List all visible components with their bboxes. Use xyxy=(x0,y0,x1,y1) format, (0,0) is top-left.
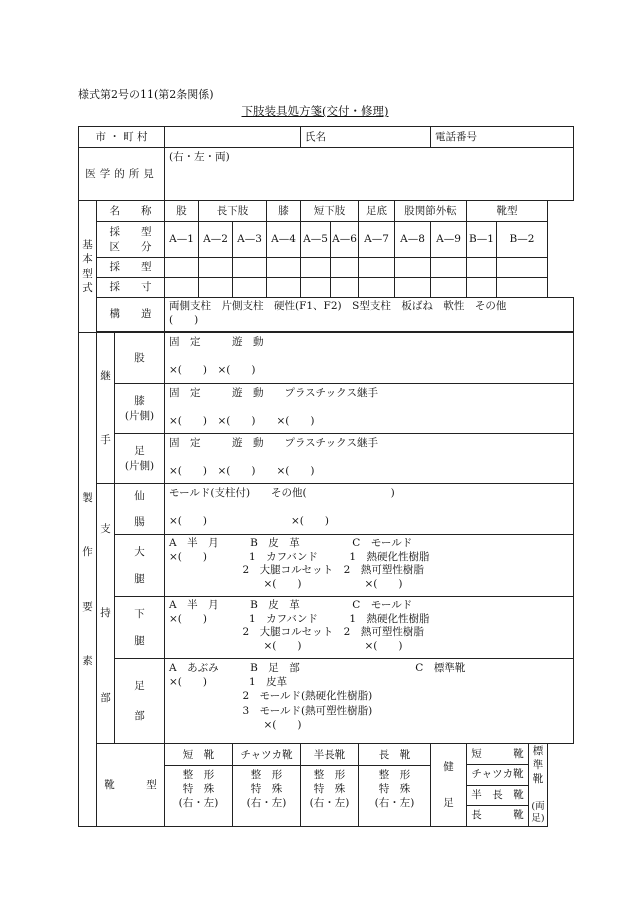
support-label xyxy=(97,484,115,744)
hip-joint-options: 固 定 遊 動 ×( ) ×( ) xyxy=(169,336,264,377)
production-char-1: 製 xyxy=(82,492,93,505)
shoe-detail-orthopedic: 整 形 xyxy=(250,769,283,782)
standard-char-3: 靴 xyxy=(532,773,544,786)
healthy-char-1: 健 xyxy=(443,760,454,773)
phone-label: 電話番号 xyxy=(431,127,574,148)
form-title xyxy=(0,103,630,119)
healthy-foot-label xyxy=(431,744,467,827)
thigh-label xyxy=(115,535,165,597)
shoe-detail-side: (右・左) xyxy=(246,797,287,810)
casting-cell[interactable] xyxy=(359,258,395,278)
production-section-label xyxy=(79,333,97,827)
lower-leg-char-1: 下 xyxy=(134,608,145,621)
lower-leg-char-2: 腿 xyxy=(134,634,145,647)
medical-field[interactable] xyxy=(165,148,574,201)
type-name-knee: 膝 xyxy=(267,201,301,222)
measure-cell[interactable] xyxy=(199,278,233,298)
sacral-char-2: 腸 xyxy=(134,516,145,528)
joint-char-1: 継 xyxy=(100,369,111,382)
shoe-detail-orthopedic: 整 形 xyxy=(313,769,346,782)
name-row-label: 名 称 xyxy=(97,201,165,222)
shoe-type-chukka-label: チャツカ靴 xyxy=(233,745,300,766)
type-name-long-leg: 長下肢 xyxy=(199,201,267,222)
foot-part-field[interactable] xyxy=(165,659,574,744)
support-char-1: 支 xyxy=(100,523,111,536)
type-name-short-leg: 短下肢 xyxy=(301,201,359,222)
type-name-hip-abduction: 股関節外転 xyxy=(395,201,467,222)
shoe-type-long-boot[interactable] xyxy=(359,744,431,827)
shoe-type-half-boot[interactable] xyxy=(301,744,359,827)
standard-char-1: 標 xyxy=(532,745,544,757)
basic-type-char-1: 基 xyxy=(82,239,93,252)
ankle-label-line-2: (片側) xyxy=(124,459,155,472)
medical-label: 医学的所見 xyxy=(79,148,165,201)
code-b2[interactable]: B—2 xyxy=(497,222,548,258)
hip-joint-label: 股 xyxy=(115,333,165,384)
form-number: 様式第2号の11(第2条関係) xyxy=(78,88,214,101)
division-row-label xyxy=(97,222,165,258)
code-a4[interactable]: A—4 xyxy=(267,222,301,258)
shoe-type-label: 靴 型 xyxy=(97,744,165,827)
name-label: 氏名 xyxy=(301,127,431,148)
shoe-detail-special: 特 殊 xyxy=(182,783,215,796)
measure-cell[interactable] xyxy=(431,278,467,298)
shoe-type-long-boot-label: 長 靴 xyxy=(359,745,430,766)
thigh-char-2: 腿 xyxy=(134,572,145,585)
code-a5[interactable]: A—5 xyxy=(301,222,331,258)
code-a3[interactable]: A—3 xyxy=(233,222,267,258)
standard-char-2: 準 xyxy=(532,759,544,772)
measure-cell[interactable] xyxy=(359,278,395,298)
measure-cell[interactable] xyxy=(395,278,431,298)
structure-field[interactable] xyxy=(165,298,574,332)
shoe-detail-special: 特 殊 xyxy=(250,783,283,796)
production-char-3: 要 xyxy=(82,600,93,613)
joint-char-2: 手 xyxy=(100,434,111,446)
support-char-3: 部 xyxy=(100,691,111,704)
shoe-type-short-label: 短 靴 xyxy=(165,745,232,766)
standard-both-feet: (両足) xyxy=(531,800,545,825)
city-label: 市 ・ 町 村 xyxy=(79,127,165,148)
shoe-detail-orthopedic: 整 形 xyxy=(182,769,215,782)
type-name-hip: 股 xyxy=(165,201,199,222)
lower-leg-field[interactable] xyxy=(165,597,574,659)
thigh-char-1: 大 xyxy=(134,546,145,559)
prescription-table xyxy=(78,126,574,827)
lower-leg-label xyxy=(115,597,165,659)
hip-joint-field[interactable] xyxy=(165,333,574,384)
sacral-field[interactable] xyxy=(165,484,574,535)
foot-part-label xyxy=(115,659,165,744)
production-char-4: 素 xyxy=(82,654,93,667)
type-name-sole: 足底 xyxy=(359,201,395,222)
knee-joint-label xyxy=(115,384,165,434)
healthy-foot-types[interactable] xyxy=(467,744,529,827)
form-title-text: 下肢装具処方箋(交付・修理) xyxy=(241,104,389,118)
shoe-detail-side: (右・左) xyxy=(178,797,219,810)
casting-row-label: 採 型 xyxy=(97,258,165,278)
type-name-shoe: 靴型 xyxy=(467,201,548,222)
foot-char-1: 足 xyxy=(134,679,145,692)
measure-cell[interactable] xyxy=(165,278,199,298)
shoe-detail-special: 特 殊 xyxy=(378,783,411,796)
measure-row-label: 採 寸 xyxy=(97,278,165,298)
ankle-joint-field[interactable] xyxy=(165,434,574,484)
healthy-type-chukka[interactable]: チャツカ靴 xyxy=(467,765,528,785)
thigh-field[interactable] xyxy=(165,535,574,597)
code-a2[interactable]: A—2 xyxy=(199,222,233,258)
ankle-label-line-1: 足 xyxy=(134,445,145,458)
thigh-options: A 半 月 B 皮 革 C モールド ×( ) 1 カフバンド 1 熱硬化性樹脂 2 大腿コルセット 2 熱可塑性樹脂 ×( ) ×( ) xyxy=(169,537,430,590)
knee-joint-options: 固 定 遊 動 プラスチックス継手 ×( ) ×( ) ×( ) xyxy=(169,387,379,428)
basic-type-char-3: 型 xyxy=(82,267,93,280)
shoe-type-half-boot-label: 半長靴 xyxy=(301,745,358,766)
basic-type-char-4: 式 xyxy=(82,281,93,294)
structure-options: 両側支柱 片側支柱 硬性(F1、F2) S型支柱 板ばね 軟性 その他 ( ) xyxy=(169,300,507,327)
division-label-line-1: 採 型 xyxy=(109,226,152,239)
casting-cell[interactable] xyxy=(331,258,359,278)
healthy-type-half-boot[interactable]: 半 長 靴 xyxy=(467,786,528,806)
measure-cell[interactable] xyxy=(467,278,497,298)
foot-char-2: 部 xyxy=(134,710,145,722)
city-field[interactable] xyxy=(165,127,301,148)
shoe-detail-side: (右・左) xyxy=(309,797,350,810)
sacral-options: モールド(支柱付) その他( ) ×( ) ×( ) xyxy=(169,487,395,528)
ankle-joint-label xyxy=(115,434,165,484)
casting-cell[interactable] xyxy=(165,258,199,278)
code-b1[interactable]: B—1 xyxy=(467,222,497,258)
shoe-type-short[interactable] xyxy=(165,744,233,827)
code-a1[interactable]: A—1 xyxy=(165,222,199,258)
healthy-type-long-boot[interactable]: 長 靴 xyxy=(471,808,524,821)
measure-cell[interactable] xyxy=(331,278,359,298)
casting-cell[interactable] xyxy=(199,258,233,278)
healthy-char-2: 足 xyxy=(443,797,454,810)
shoe-type-chukka[interactable] xyxy=(233,744,301,827)
casting-cell[interactable] xyxy=(497,258,548,278)
code-a8[interactable]: A—8 xyxy=(395,222,431,258)
sacral-label xyxy=(115,484,165,535)
basic-type-char-2: 本 xyxy=(82,253,93,266)
basic-type-section-label xyxy=(79,201,97,333)
casting-cell[interactable] xyxy=(395,258,431,278)
code-a6[interactable]: A—6 xyxy=(331,222,359,258)
casting-cell[interactable] xyxy=(233,258,267,278)
measure-cell[interactable] xyxy=(497,278,548,298)
production-char-2: 作 xyxy=(82,546,93,559)
measure-cell[interactable] xyxy=(267,278,301,298)
medical-value: (右・左・両) xyxy=(169,151,230,163)
casting-cell[interactable] xyxy=(467,258,497,278)
knee-joint-field[interactable] xyxy=(165,384,574,434)
ankle-joint-options: 固 定 遊 動 プラスチックス継手 ×( ) ×( ) ×( ) xyxy=(169,437,379,478)
measure-cell[interactable] xyxy=(301,278,331,298)
sacral-char-1: 仙 xyxy=(134,489,145,502)
casting-cell[interactable] xyxy=(267,258,301,278)
casting-cell[interactable] xyxy=(431,258,467,278)
division-label-line-2: 区 分 xyxy=(109,240,152,253)
healthy-type-short[interactable]: 短 靴 xyxy=(467,745,528,765)
code-a7[interactable]: A—7 xyxy=(359,222,395,258)
measure-cell[interactable] xyxy=(233,278,267,298)
joint-label xyxy=(97,333,115,484)
knee-label-line-1: 膝 xyxy=(134,395,145,408)
casting-cell[interactable] xyxy=(301,258,331,278)
lower-leg-options: A 半 月 B 皮 革 C モールド ×( ) 1 カフバンド 1 熱硬化性樹脂 2 大腿コルセット 2 熱可塑性樹脂 ×( ) ×( ) xyxy=(169,599,430,652)
knee-label-line-2: (片側) xyxy=(124,409,155,422)
standard-shoe-cell[interactable] xyxy=(529,744,548,827)
shoe-detail-special: 特 殊 xyxy=(313,783,346,796)
code-a9[interactable]: A—9 xyxy=(431,222,467,258)
foot-part-options: A あぶみ B 足 部 C 標準靴 ×( ) 1 皮革 2 モールド(熱硬化性樹脂) 3 モールド(熱可塑性樹脂) ×( ) xyxy=(169,662,466,731)
support-char-2: 持 xyxy=(100,607,111,620)
shoe-detail-side: (右・左) xyxy=(374,797,415,810)
shoe-detail-orthopedic: 整 形 xyxy=(378,769,411,782)
structure-row-label: 構 造 xyxy=(97,298,165,332)
